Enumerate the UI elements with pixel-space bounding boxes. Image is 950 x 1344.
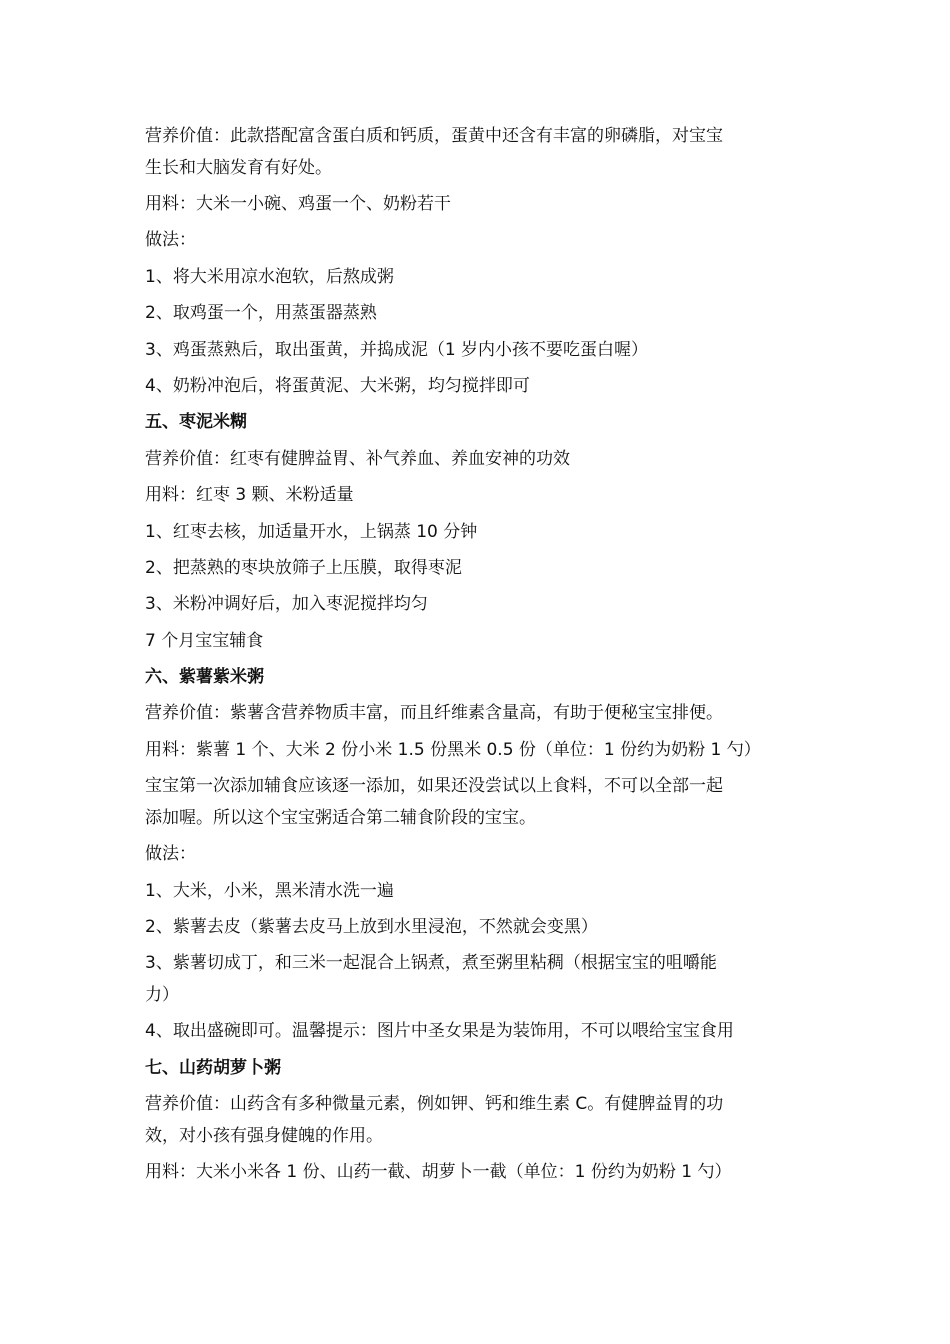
age-label: 7 个月宝宝辅食 [145, 630, 264, 651]
text-line: 效，对小孩有强身健魄的作用。 [145, 1126, 383, 1147]
ingredients-line: 用料：紫薯 1 个、大米 2 份小米 1.5 份黑米 0.5 份（单位：1 份约为奶粉 1 勺） [145, 739, 761, 760]
text-line: 添加喔。所以这个宝宝粥适合第二辅食阶段的宝宝。 [145, 808, 536, 829]
note-paragraph [145, 768, 815, 836]
nutrition-line: 营养价值：紫薯含营养物质丰富，而且纤维素含量高，有助于便秘宝宝排便。 [145, 703, 723, 724]
text-line: 营养价值：此款搭配富含蛋白质和钙质，蛋黄中还含有丰富的卵磷脂，对宝宝 [145, 126, 723, 146]
nutrition-paragraph [145, 1086, 815, 1154]
text-line: 力） [145, 985, 179, 1006]
nutrition-paragraph [145, 118, 815, 186]
step-line: 3、米粉冲调好后，加入枣泥搅拌均匀 [145, 594, 428, 615]
step-line: 2、取鸡蛋一个，用蒸蛋器蒸熟 [145, 303, 377, 324]
step-line: 1、大米，小米，黑米清水洗一遍 [145, 880, 394, 901]
step-line: 4、奶粉冲泡后，将蛋黄泥、大米粥，均匀搅拌即可 [145, 375, 530, 396]
ingredients-line: 用料：大米小米各 1 份、山药一截、胡萝卜一截（单位：1 份约为奶粉 1 勺） [145, 1162, 732, 1183]
section-heading: 五、枣泥米糊 [145, 412, 247, 433]
document-page [145, 118, 815, 1191]
text-line: 营养价值：山药含有多种微量元素，例如钾、钙和维生素 C。有健脾益胃的功 [145, 1094, 724, 1115]
step-line: 2、把蒸熟的枣块放筛子上压膜，取得枣泥 [145, 557, 462, 578]
step-line: 1、红枣去核，加适量开水，上锅蒸 10 分钟 [145, 521, 478, 542]
ingredients-line: 用料：大米一小碗、鸡蛋一个、奶粉若干 [145, 194, 451, 214]
text-line: 宝宝第一次添加辅食应该逐一添加，如果还没尝试以上食料，不可以全部一起 [145, 776, 723, 797]
nutrition-line: 营养价值：红枣有健脾益胃、补气养血、养血安神的功效 [145, 448, 570, 469]
step-line: 2、紫薯去皮（紫薯去皮马上放到水里浸泡，不然就会变黑） [145, 917, 598, 938]
method-label: 做法： [145, 844, 196, 865]
step-line: 1、将大米用凉水泡软，后熬成粥 [145, 266, 394, 287]
text-line: 生长和大脑发育有好处。 [145, 158, 332, 178]
ingredients-line: 用料：红枣 3 颗、米粉适量 [145, 485, 354, 506]
step-line: 3、鸡蛋蒸熟后，取出蛋黄，并捣成泥（1 岁内小孩不要吃蛋白喔） [145, 339, 649, 360]
method-label: 做法： [145, 230, 196, 251]
step-paragraph [145, 945, 815, 1013]
section-heading: 六、紫薯紫米粥 [145, 667, 264, 688]
step-line: 4、取出盛碗即可。温馨提示：图片中圣女果是为装饰用，不可以喂给宝宝食用 [145, 1021, 734, 1042]
text-line: 3、紫薯切成丁，和三米一起混合上锅煮，煮至粥里粘稠（根据宝宝的咀嚼能 [145, 953, 717, 974]
section-heading: 七、山药胡萝卜粥 [145, 1057, 281, 1078]
